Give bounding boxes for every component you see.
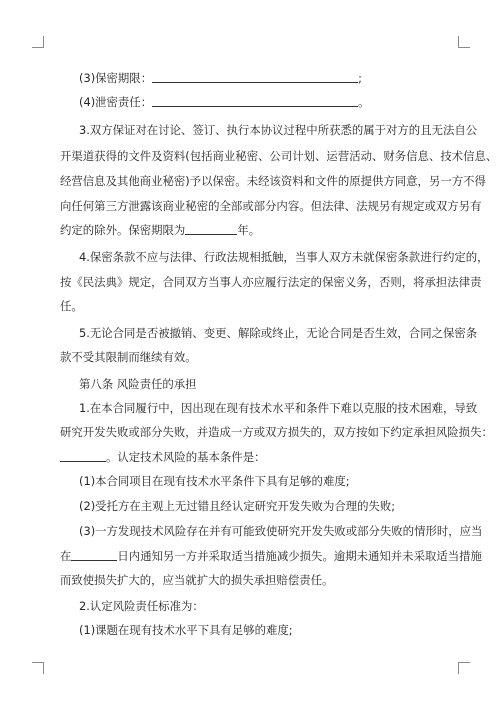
clause-5-line-2: 款不受其限制而继续有效。 [60, 350, 197, 364]
risk-bearing-blank [60, 450, 106, 462]
article-8-heading: 第八条 风险责任的承担 [79, 377, 197, 391]
secrecy-period-blank [152, 71, 358, 83]
line-secrecy-period [79, 70, 362, 86]
clause-3-line-2: 开渠道获得的文件及资料(包括商业秘密、公司计划、运营活动、财务信息、技术信息、 [60, 149, 498, 163]
risk-1-line-3 [60, 449, 265, 465]
secrecy-period-end: ; [358, 71, 362, 85]
notice-days-blank [71, 549, 117, 561]
secrecy-years-blank [185, 223, 237, 235]
condition-3-line-1: (3)一方发现技术风险存在并有可能致使研究开发失败或部分失败的情形时，应当 [79, 524, 483, 538]
line-leak-liability [79, 94, 370, 110]
crop-mark-bottom-right [458, 662, 470, 674]
secrecy-period-label: (3)保密期限： [79, 71, 153, 85]
clause-3-line-3: 经营信息及其他商业秘密)予以保密。未经该资料和文件的原提供方同意，另一方不得 [60, 174, 486, 188]
leak-liability-blank [152, 95, 358, 107]
crop-mark-bottom-left [32, 662, 44, 674]
leak-liability-label: (4)泄密责任： [79, 95, 153, 109]
risk-1-line-1: 1.在本合同履行中，因出现在现有技术水平和条件下难以克服的技术困难，导致 [79, 401, 478, 415]
secrecy-years-end: 年。 [237, 223, 261, 237]
risk-conditions-intro: 。认定技术风险的基本条件是： [106, 450, 266, 464]
notice-days-text: 日内通知另一方并采取适当措施减少损失。逾期未通知并未采取适当措施 [117, 549, 482, 563]
notice-days-prefix: 在 [60, 549, 72, 563]
clause-4-line-2: 按《民法典》规定，合同双方当事人亦应履行法定的保密义务，否则，将承担法律责 [60, 275, 482, 289]
clause-4-line-3: 任。 [60, 299, 83, 313]
condition-2: (2)受托方在主观上无过错且经认定研究开发失败为合理的失败; [79, 499, 396, 513]
leak-liability-end: 。 [358, 95, 370, 109]
risk-1-line-2: 研究开发失败或部分失败，并造成一方或双方损失的，双方按如下约定承担风险损失： [60, 425, 493, 439]
crop-mark-top-left [32, 36, 44, 48]
secrecy-years-text: 约定的除外。保密期限为 [60, 223, 186, 237]
clause-5-line-1: 5.无论合同是否被撤销、变更、解除或终止，无论合同是否生效，合同之保密条 [79, 326, 478, 340]
clause-3-line-4: 向任何第三方泄露该商业秘密的全部或部分内容。但法律、法规另有规定或双方另有 [60, 199, 482, 213]
clause-4-line-1: 4.保密条款不应与法律、行政法规相抵触，当事人双方未就保密条款进行约定的， [79, 250, 489, 264]
risk-2-item-1: (1)课题在现有技术水平下具有足够的难度; [79, 623, 293, 637]
clause-3-line-5 [60, 222, 260, 238]
crop-mark-top-right [458, 36, 470, 48]
clause-3-line-1: 3.双方保证对在讨论、签订、执行本协议过程中所获悉的属于对方的且无法自公 [79, 123, 478, 137]
risk-2-heading: 2.认定风险责任标准为： [79, 599, 204, 613]
condition-3-line-3: 而致使损失扩大的，应当就扩大的损失承担赔偿责任。 [60, 573, 334, 587]
condition-3-line-2 [60, 548, 482, 564]
condition-1: (1)本合同项目在现有技术水平条件下具有足够的难度; [79, 474, 350, 488]
